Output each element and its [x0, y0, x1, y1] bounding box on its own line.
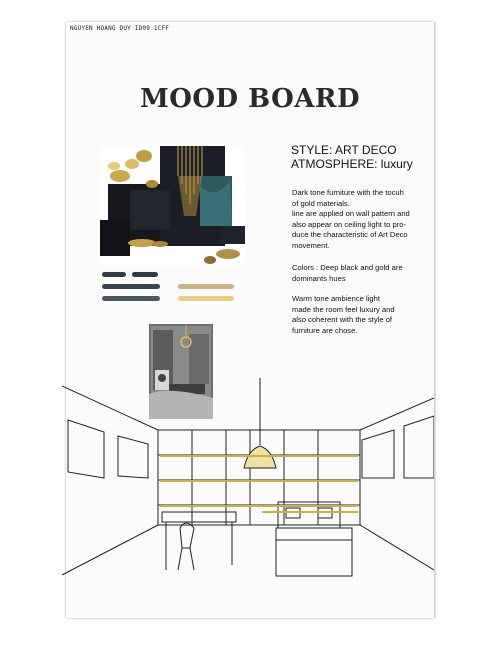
- lighting-line: Warm tone ambience light: [292, 294, 380, 303]
- page-title: MOOD BOARD: [139, 84, 361, 114]
- description-line: line are applied on wall pattern and: [292, 209, 410, 219]
- description-line: duce the characteristic of Art Deco: [292, 230, 408, 240]
- handwritten-name-note: NGUYEN HOANG DUY ID09 1CFF: [70, 25, 170, 32]
- swatch-dark-2: [132, 272, 158, 277]
- description-line: Dark tone furniture with the tocuh: [292, 188, 404, 197]
- swatch-dark-3: [102, 284, 160, 289]
- lighting-line: also coherent with the style of: [292, 315, 393, 325]
- colors-line: Colors : Deep black and gold are: [292, 263, 403, 272]
- description-line: movement.: [292, 240, 330, 250]
- room-perspective-sketch: [62, 360, 434, 590]
- lighting-paragraph: [292, 294, 426, 336]
- description-line: also appear on ceiling light to pro-: [292, 219, 406, 229]
- style-label: STYLE: ART DECO: [291, 143, 397, 157]
- description-line: of gold materials.: [292, 198, 350, 208]
- colors-line: dominants hues: [292, 273, 346, 283]
- lighting-line: made the room feel luxury and: [292, 304, 395, 314]
- description-paragraph: [292, 188, 426, 252]
- swatch-gold-2: [178, 296, 234, 301]
- colors-paragraph: [292, 263, 426, 284]
- atmosphere-label: ATMOSPHERE: luxury: [291, 157, 413, 171]
- swatch-dark-4: [102, 296, 160, 301]
- mood-collage-image: [100, 146, 245, 266]
- swatch-dark-1: [102, 272, 126, 277]
- swatch-gold-1: [178, 284, 234, 289]
- lighting-line: furniture are chose.: [292, 325, 358, 335]
